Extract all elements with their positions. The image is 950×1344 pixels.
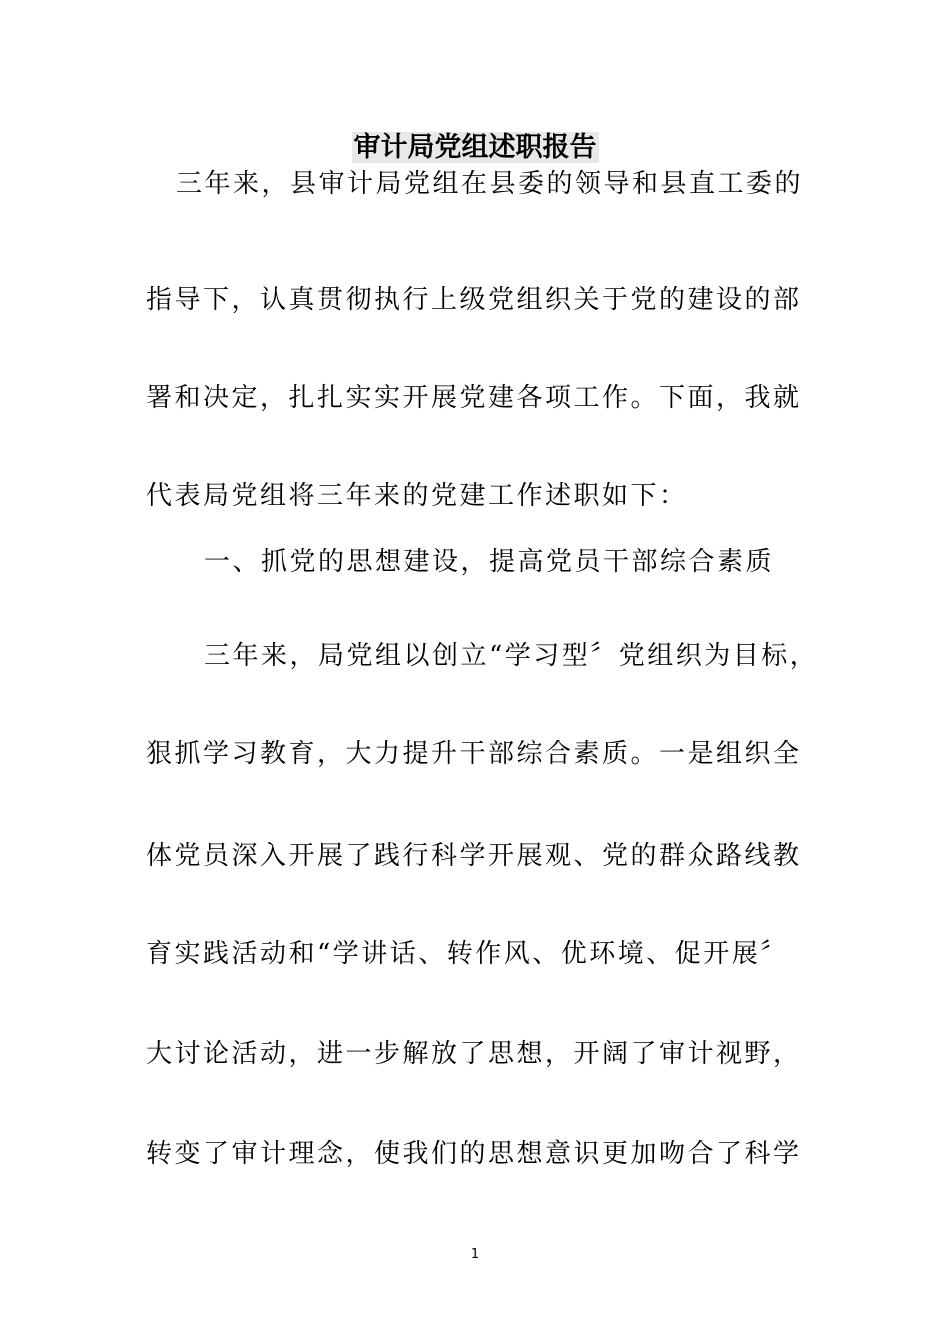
paragraph-line-8: 育实践活动和“学讲话、转作风、优环境、促开展〞 — [146, 939, 789, 969]
paragraph-line-10: 转变了审计理念，使我们的思想意识更加吻合了科学 — [146, 1139, 802, 1169]
paragraph-line-4: 代表局党组将三年来的党建工作述职如下： — [146, 481, 688, 511]
page-number: 1 — [470, 1247, 480, 1262]
paragraph-line-9: 大讨论活动，进一步解放了思想，开阔了审计视野， — [146, 1039, 802, 1069]
section-heading-1: 一、抓党的思想建设，提高党员干部综合素质 — [204, 547, 775, 577]
paragraph-line-1: 三年来，县审计局党组在县委的领导和县直工委的 — [176, 169, 804, 199]
document-title — [0, 128, 950, 168]
paragraph-line-5: 三年来，局党组以创立“学习型〞党组织为目标， — [204, 641, 819, 671]
paragraph-line-3: 署和决定，扎扎实实开展党建各项工作。下面，我就 — [146, 383, 802, 413]
paragraph-line-7: 体党员深入开展了践行科学开展观、党的群众路线教 — [146, 841, 802, 871]
paragraph-line-2: 指导下，认真贯彻执行上级党组织关于党的建设的部 — [146, 285, 802, 315]
paragraph-line-6: 狠抓学习教育，大力提升干部综合素质。一是组织全 — [146, 739, 802, 769]
document-title-text: 审计局党组述职报告 — [353, 132, 597, 163]
